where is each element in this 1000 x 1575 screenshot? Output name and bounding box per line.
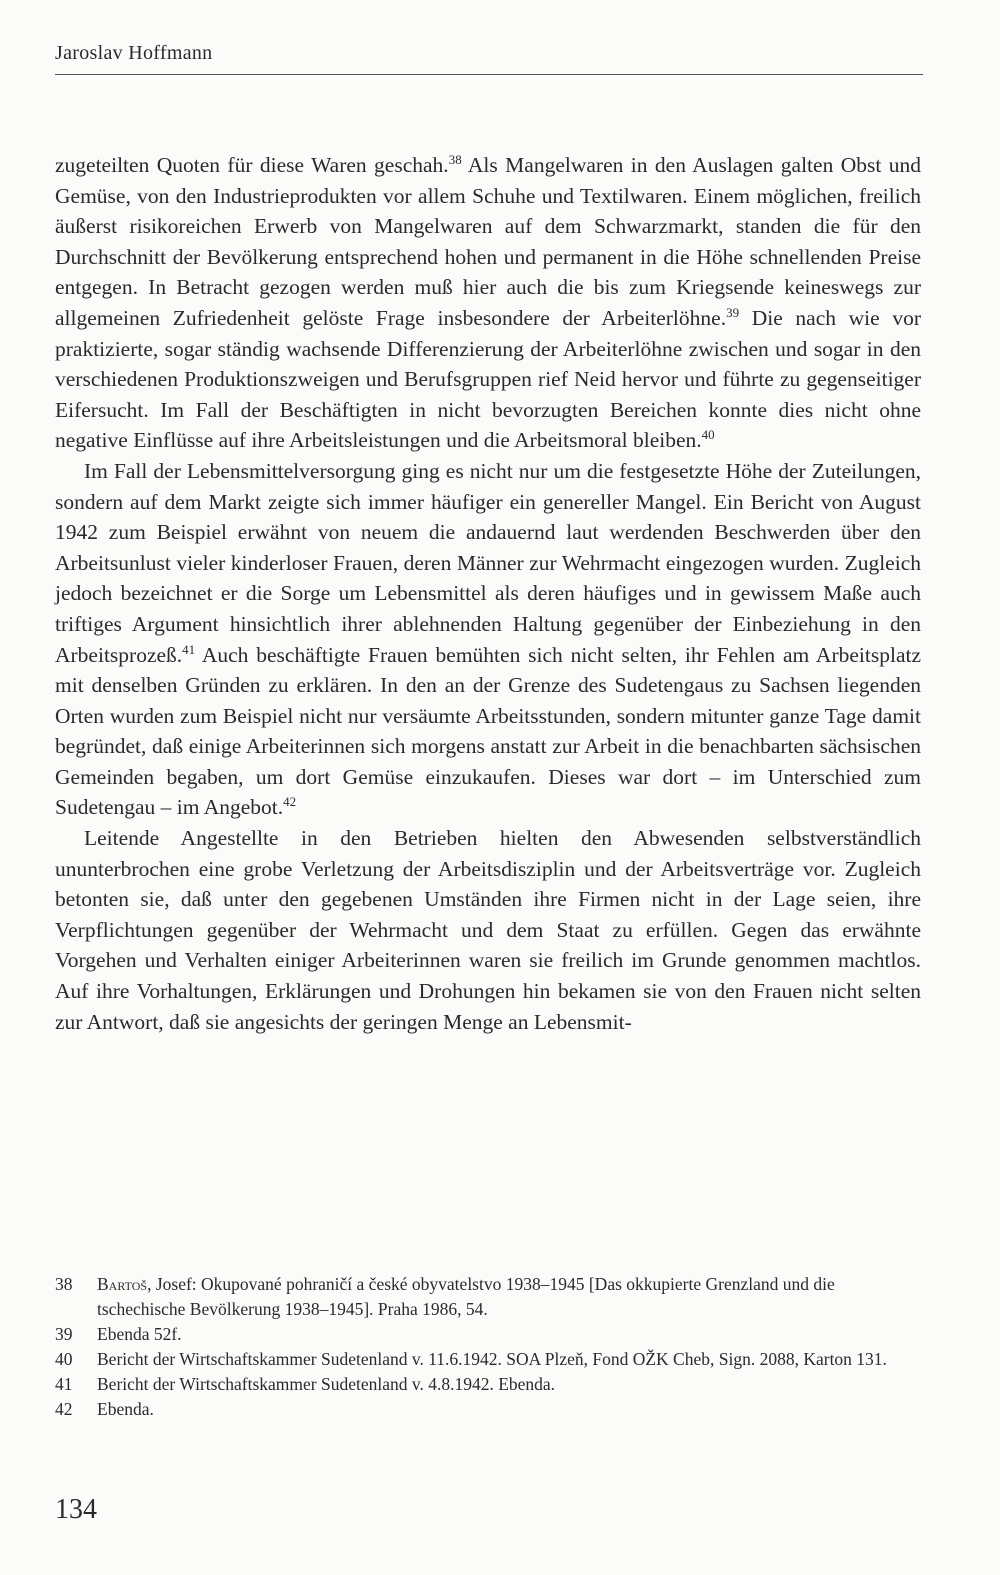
header-rule bbox=[55, 74, 923, 75]
page-number: 134 bbox=[55, 1494, 97, 1525]
text-run: Auch beschäftigte Frauen bemühten sich nicht selten, ihr Fehlen am Arbeitsplatz mit denselben Gründen zu erklären. In den an der Grenze des Sudetengaus zu Sachsen liegenden Orten wurden zum Beispiel nicht nur versäumte Arbeitsstunden, sondern mitunter ganze Tage damit begründet, daß einige Arbeiterinnen sich morgens anstatt zur Arbeit in die benachbarten sächsischen Gemeinden begaben, um dort Gemüse einzukaufen. Dieses war dort – im Unterschied zum Sudetengau – im Angebot. bbox=[55, 642, 921, 820]
footnote-author: Bartoš bbox=[97, 1274, 148, 1294]
footnote-41 bbox=[55, 1372, 921, 1397]
main-text bbox=[55, 150, 921, 1037]
footnote-number: 39 bbox=[55, 1324, 73, 1344]
footnote-text: Ebenda 52f. bbox=[97, 1324, 182, 1344]
footnote-number: 38 bbox=[55, 1274, 73, 1294]
text-run: Die nach wie vor praktizierte, sogar ständig wachsende Differenzierung der Arbeiterlöhne zwischen und sogar in den verschiedenen Produktionszweigen und Berufsgruppen rief Neid hervor und führte zu gegenseitiger Eifersucht. Im Fall der Beschäftigten in nicht bevorzugten Bereichen konnte dies nicht ohne negative Einflüsse auf ihre Arbeitsleistungen und die Arbeitsmoral bleiben. bbox=[55, 305, 921, 453]
text-run: Als Mangelwaren in den Auslagen galten Obst und Gemüse, von den Industrieprodukten vor allem Schuhe und Textilwaren. Einem möglichen, freilich äußerst risikoreichen Erwerb von Mangelwaren auf dem Schwarzmarkt, standen die für den Durchschnitt der Bevölkerung entsprechend hohen und permanent in die Höhe schnellenden Preise entgegen. In Betracht gezogen werden muß hier auch die bis zum Kriegsende keineswegs zur allgemeinen Zufriedenheit gelöste Frage insbesondere der Arbeiterlöhne. bbox=[55, 153, 921, 330]
footnote-text: Bericht der Wirtschaftskammer Sudetenland v. 11.6.1942. SOA Plzeň, Fond OŽK Cheb, Sign. 2088, Karton 131. bbox=[97, 1349, 887, 1369]
text-run: Im Fall der Lebensmittelversorgung ging es nicht nur um die festgesetzte Höhe der Zuteilungen, sondern auf dem Markt zeigte sich immer häufiger ein genereller Mangel. Ein Bericht von August 1942 zum Beispiel erwähnt von neuem die andauernd laut werdenden Beschwerden über den Arbeitsunlust vieler kinderloser Frauen, deren Männer zur Wehrmacht eingezogen wurden. Zugleich jedoch bezeichnet er die Sorge um Lebensmittel als deren häufiges und in gewissem Maße auch triftiges Argument hinsichtlich ihrer ablehnenden Haltung gegenüber der Einbeziehung in den Arbeitsprozeß. bbox=[55, 458, 921, 667]
footnote-39 bbox=[55, 1322, 921, 1347]
footnote-citation: , Josef: Okupované pohraničí a české obyvatelstvo 1938–1945 [Das okkupierte Grenzland und die tschechische Bevölkerung 1938–1945]. Praha 1986, 54. bbox=[97, 1274, 835, 1319]
footnote-ref-39[interactable]: 39 bbox=[726, 304, 740, 320]
footnote-number: 42 bbox=[55, 1399, 73, 1419]
footnote-40 bbox=[55, 1347, 921, 1372]
footnote-text: Bericht der Wirtschaftskammer Sudetenland v. 4.8.1942. Ebenda. bbox=[97, 1374, 556, 1394]
footnote-42 bbox=[55, 1397, 921, 1422]
footnote-ref-41[interactable]: 41 bbox=[182, 641, 196, 657]
footnote-ref-38[interactable]: 38 bbox=[448, 152, 462, 167]
text-run: zugeteilten Quoten für diese Waren geschah. bbox=[55, 153, 449, 177]
paragraph-3: Leitende Angestellte in den Betrieben hielten den Abwesenden selbstverständlich ununterbrochen eine grobe Verletzung der Arbeitsdisziplin und der Arbeitsverträge vor. Zugleich betonten sie, daß unter den gegebenen Umständen ihre Firmen nicht in der Lage seien, ihre Verpflichtungen gegenüber der Wehrmacht und dem Staat zu erfüllen. Gegen das erwähnte Vorgehen und Verhalten einiger Arbeiterinnen waren sie freilich im Grunde genommen machtlos. Auf ihre Vorhaltungen, Erklärungen und Drohungen hin bekamen sie von den Frauen nicht selten zur Antwort, daß sie angesichts der geringen Menge an Lebensmit- bbox=[55, 826, 921, 1034]
footnote-text bbox=[97, 1272, 921, 1322]
footnote-ref-40[interactable]: 40 bbox=[701, 427, 715, 443]
footnote-38 bbox=[55, 1272, 921, 1322]
footnote-ref-42[interactable]: 42 bbox=[283, 794, 297, 810]
running-header: Jaroslav Hoffmann bbox=[55, 42, 213, 64]
footnote-text: Ebenda. bbox=[97, 1399, 154, 1419]
paragraph-2 bbox=[55, 456, 921, 823]
footnote-number: 40 bbox=[55, 1349, 73, 1369]
footnotes bbox=[55, 1272, 921, 1422]
footnote-number: 41 bbox=[55, 1374, 73, 1394]
paragraph-1 bbox=[55, 150, 921, 456]
